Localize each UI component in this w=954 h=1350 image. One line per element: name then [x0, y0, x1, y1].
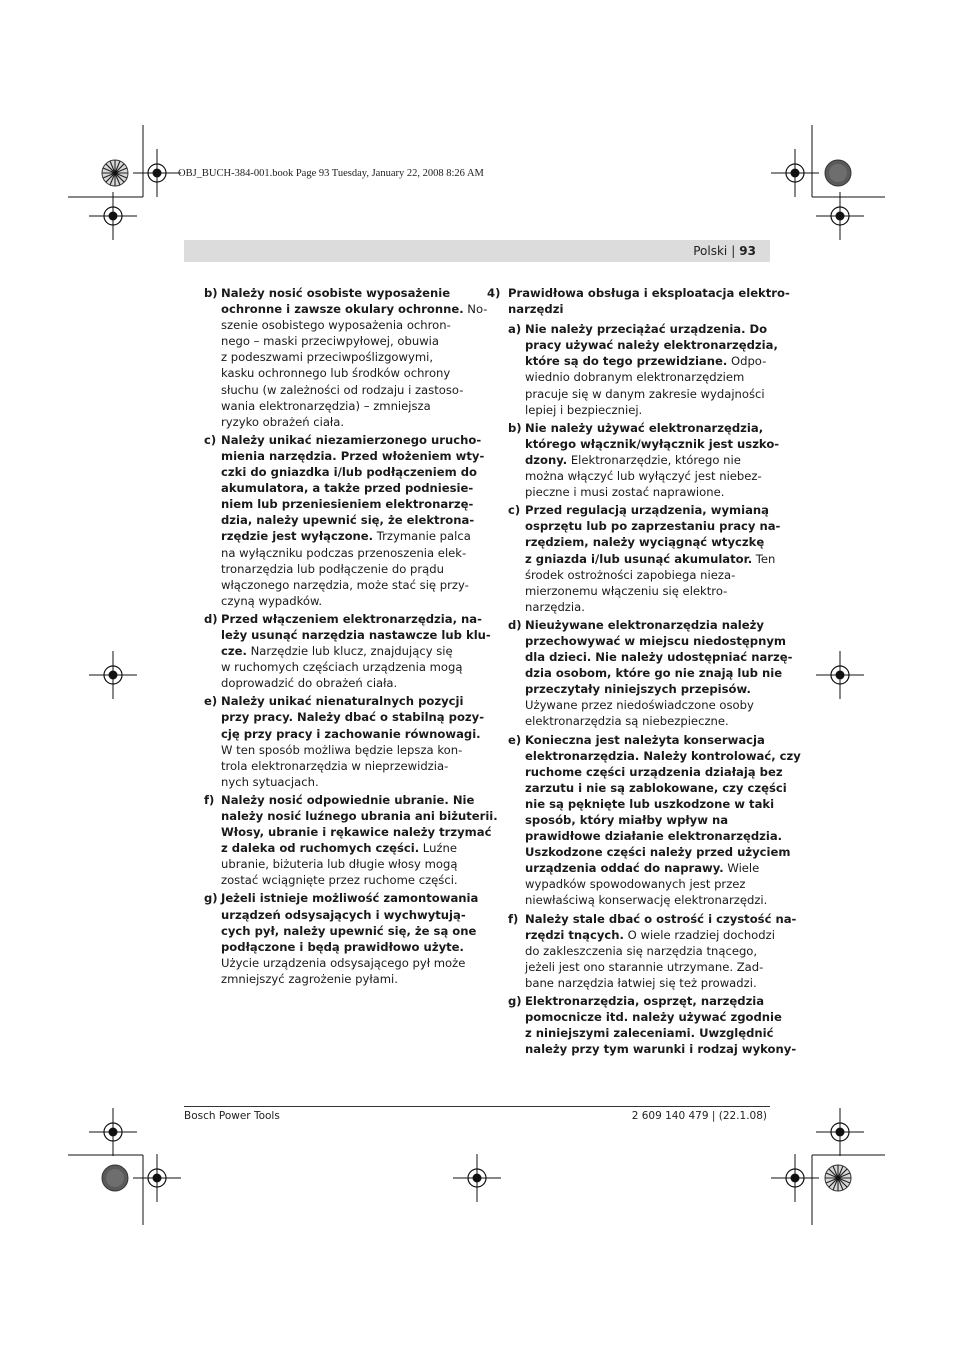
item-line — [525, 713, 771, 729]
item-bold-text: cję przy pracy i zachowanie równowagi. — [221, 726, 481, 741]
item-line — [221, 709, 485, 725]
header-text — [693, 244, 756, 258]
item-line — [221, 758, 474, 774]
item-bold-text: Należy unikać nienaturalnych pozycji — [221, 694, 464, 709]
item-bold-text: sposób, który miałby wpływ na — [525, 813, 729, 827]
item-line — [525, 876, 771, 892]
item-bold-text: mienia narzędzia. Przed włożeniem wty- — [221, 448, 485, 463]
item-line — [221, 432, 482, 448]
item-line — [525, 1025, 774, 1041]
item-text: słuchu (w zależności od rodzaju i zastoso- — [221, 382, 464, 397]
item-line — [525, 943, 771, 959]
item-label: f) — [204, 792, 215, 807]
item-bold-text: należy przy tym warunki i rodzaj wykony- — [525, 1042, 797, 1057]
item-bold-text: rzędziem, należy wyciągnąć wtyczkę — [525, 535, 765, 550]
item-line — [525, 452, 771, 468]
item-text: Ten — [752, 551, 776, 566]
list-item — [204, 693, 485, 790]
item-line — [221, 824, 492, 840]
item-line — [525, 697, 771, 713]
item-text: O wiele rzadziej dochodzi — [623, 927, 775, 942]
list-item — [204, 611, 491, 691]
item-line — [525, 1041, 797, 1057]
item-line — [221, 840, 474, 856]
item-bold-text: Uszkodzone części należy przed użyciem — [525, 845, 791, 860]
list-item — [508, 617, 793, 730]
page-number: 93 — [739, 244, 756, 258]
item-line — [525, 402, 771, 418]
item-text: zostać wciągnięte przez ruchome części. — [221, 873, 458, 888]
item-bold-text: Nieużywane elektronarzędzia należy — [525, 617, 764, 632]
item-line — [525, 748, 801, 764]
item-bold-text: prawidłowe działanie elektronarzędzia. — [525, 829, 783, 844]
header-language: Polski — [693, 244, 728, 258]
header-separator: | — [731, 244, 736, 258]
item-line — [525, 502, 771, 518]
item-line — [525, 812, 771, 828]
item-bold-text: Konieczna jest należyta konserwacja — [525, 732, 765, 747]
item-line — [221, 561, 474, 577]
item-line — [221, 675, 474, 691]
item-line — [221, 545, 474, 561]
item-line — [525, 681, 771, 697]
item-bold-text: z daleka od ruchomych części. — [221, 841, 420, 856]
footer-doc-ref: 2 609 140 479 | (22.1.08) — [631, 1110, 767, 1122]
item-line — [525, 665, 783, 681]
list-item — [508, 420, 780, 500]
item-line — [525, 911, 797, 927]
item-text: pieczne i musi zostać naprawione. — [525, 485, 725, 500]
list-item — [508, 321, 778, 418]
item-text: tronarzędzia lub podłączenie do prądu — [221, 561, 444, 576]
section-heading — [487, 285, 790, 317]
item-line — [525, 732, 771, 748]
item-text: Używane przez niedoświadczone osoby — [525, 698, 754, 713]
item-bold-text: którego włącznik/wyłącznik jest uszko- — [525, 436, 780, 451]
item-line — [221, 872, 474, 888]
item-line — [525, 649, 793, 665]
item-line — [525, 484, 771, 500]
item-label: d) — [204, 611, 218, 626]
item-bold-text: rzędzie jest wyłączone. — [221, 529, 374, 544]
item-line — [525, 599, 771, 615]
item-text: trola elektronarzędzia w nieprzewidzia- — [221, 758, 449, 773]
item-line — [525, 353, 771, 369]
item-label: c) — [204, 432, 217, 447]
item-line — [221, 923, 477, 939]
item-bold-text: podłączone i będą prawidłowo użyte. — [221, 939, 464, 954]
item-line — [221, 285, 474, 301]
item-text: wiednio dobranym elektronarzędziem — [525, 370, 745, 385]
item-bold-text: dzia, należy upewnić się, że elektrona- — [221, 513, 475, 528]
item-line — [221, 414, 474, 430]
item-bold-text: rzędzi tnących. — [525, 927, 624, 942]
item-text: pracuje się w danym zakresie wydajności — [525, 386, 765, 401]
item-text: mierzonemu włączeniu się elektro- — [525, 583, 728, 598]
item-line — [525, 860, 771, 876]
item-line — [221, 627, 491, 643]
item-line — [525, 420, 771, 436]
item-text: No- — [463, 302, 488, 317]
item-line — [221, 939, 474, 955]
item-text: z podeszwami przeciwpoślizgowymi, — [221, 350, 434, 365]
item-line — [221, 955, 474, 971]
item-bold-text: urządzeń odsysających i wychwytują- — [221, 907, 466, 922]
item-text: elektronarzędzia są niebezpieczne. — [525, 714, 729, 729]
item-line — [221, 448, 485, 464]
item-line — [221, 496, 474, 512]
item-text: ryzyko obrażeń ciała. — [221, 414, 345, 429]
item-line — [221, 512, 474, 528]
item-line — [221, 528, 474, 544]
item-bold-text: Należy stale dbać o ostrość i czystość na- — [525, 911, 797, 926]
item-line — [221, 792, 474, 808]
list-item — [508, 993, 797, 1057]
item-bold-text: cze. — [221, 644, 247, 659]
item-label: a) — [508, 322, 522, 337]
item-text: jeżeli jest ono starannie utrzymane. Zad- — [525, 959, 764, 974]
section-title-line: Prawidłowa obsługa i eksploatacja elektro- — [508, 286, 790, 300]
item-line — [221, 742, 474, 758]
item-line — [525, 567, 771, 583]
item-line — [525, 975, 771, 991]
item-text: szenie osobistego wyposażenia ochron- — [221, 318, 451, 333]
item-line — [221, 808, 498, 824]
right-column-items — [508, 321, 801, 1057]
item-line — [221, 301, 488, 317]
item-line — [221, 890, 479, 906]
item-text: Użycie urządzenia odsysającego pył może — [221, 955, 466, 970]
item-line — [221, 971, 474, 987]
footer-publisher: Bosch Power Tools — [184, 1110, 280, 1122]
item-label: b) — [204, 286, 218, 300]
item-bold-text: zarzutu i nie są zablokowane, czy części — [525, 780, 787, 795]
item-line — [221, 333, 474, 349]
item-label: b) — [508, 420, 522, 435]
item-line — [221, 577, 474, 593]
item-bold-text: przy pracy. Należy dbać o stabilną pozy- — [221, 710, 485, 725]
item-bold-text: dzony. — [525, 452, 568, 467]
item-line — [221, 726, 481, 742]
item-bold-text: akumulatora, a także przed podniesie- — [221, 481, 474, 496]
section-number: 4) — [487, 286, 501, 300]
item-text: środek ostrożności zapobiega nieza- — [525, 567, 736, 582]
item-text: Wiele — [723, 861, 760, 876]
item-line — [221, 856, 474, 872]
list-item — [204, 432, 485, 609]
item-bold-text: pomocnicze itd. należy używać zgodnie — [525, 1010, 782, 1025]
item-label: f) — [508, 911, 519, 926]
item-text: włączonego narzędzia, może stać się przy- — [221, 577, 469, 592]
item-text: zmniejszyć zagrożenie pyłami. — [221, 971, 398, 986]
item-line — [221, 349, 474, 365]
item-text: w ruchomych częściach urządzenia mogą — [221, 660, 463, 675]
item-bold-text: Należy unikać niezamierzonego urucho- — [221, 432, 482, 447]
item-text: Elektronarzędzie, którego nie — [567, 452, 741, 467]
item-line — [221, 907, 474, 923]
item-bold-text: Należy nosić osobiste wyposażenie — [221, 286, 451, 300]
item-bold-text: przechowywać w miejscu niedostępnym — [525, 633, 786, 648]
item-bold-text: Nie należy używać elektronarzędzia, — [525, 420, 764, 435]
item-line — [525, 468, 771, 484]
item-line — [525, 583, 771, 599]
item-text: narzędzia. — [525, 599, 585, 614]
item-text: Luźne — [419, 841, 457, 856]
list-item — [204, 285, 488, 430]
item-label: c) — [508, 503, 521, 518]
item-label: g) — [204, 891, 218, 906]
item-line — [525, 959, 771, 975]
item-bold-text: dla dzieci. Nie należy udostępniać narzę- — [525, 650, 793, 665]
item-line — [221, 317, 474, 333]
item-bold-text: osprzętu lub po zaprzestaniu pracy na- — [525, 519, 781, 534]
item-label: e) — [508, 732, 522, 747]
item-text: można włączyć lub wyłączyć jest niebez- — [525, 469, 762, 484]
item-bold-text: Jeżeli istnieje możliwość zamontowania — [221, 891, 479, 906]
item-text: W ten sposób możliwa będzie lepsza kon- — [221, 742, 463, 757]
item-line — [221, 464, 478, 480]
section-title-line: narzędzi — [508, 302, 564, 317]
item-line — [525, 551, 776, 567]
item-line — [525, 764, 783, 780]
item-line — [525, 633, 786, 649]
item-text: wania elektronarzędzia) – zmniejsza — [221, 398, 431, 413]
item-text: bane narzędzia łatwiej się też prowadzi. — [525, 975, 757, 990]
item-text: nych sytuacjach. — [221, 774, 319, 789]
item-bold-text: elektronarzędzia. Należy kontrolować, czy — [525, 748, 801, 763]
item-text: doprowadzić do obrażeń ciała. — [221, 676, 398, 691]
item-text: kasku ochronnego lub środków ochrony — [221, 366, 451, 381]
item-line — [525, 892, 771, 908]
item-bold-text: Nie należy przeciążać urządzenia. Do — [525, 322, 768, 337]
item-line — [525, 844, 791, 860]
item-line — [525, 828, 783, 844]
item-line — [221, 774, 474, 790]
item-line — [525, 321, 771, 337]
item-bold-text: niem lub przeniesieniem elektronarzę- — [221, 497, 474, 512]
item-line — [525, 780, 787, 796]
item-line — [221, 593, 474, 609]
item-bold-text: Należy nosić odpowiednie ubranie. Nie — [221, 792, 475, 807]
item-label: d) — [508, 617, 522, 632]
item-line — [221, 382, 474, 398]
item-bold-text: ochronne i zawsze okulary ochronne. — [221, 302, 464, 317]
page-header — [184, 240, 770, 262]
item-line — [221, 611, 482, 627]
item-text: Narzędzie lub klucz, znajdujący się — [246, 644, 453, 659]
footer-rule — [184, 1106, 770, 1107]
list-item — [204, 890, 479, 987]
item-text: na wyłączniku podczas przenoszenia elek- — [221, 545, 467, 560]
item-label: e) — [204, 694, 218, 709]
item-text: ubranie, biżuteria lub długie włosy mogą — [221, 857, 458, 872]
item-text: niewłaściwą konserwację elektronarzędzi. — [525, 893, 768, 908]
list-item — [508, 502, 781, 615]
item-line — [525, 386, 771, 402]
item-label: g) — [508, 994, 522, 1009]
item-bold-text: z niniejszymi zaleceniami. Uwzględnić — [525, 1026, 774, 1041]
item-line — [221, 365, 474, 381]
item-line — [525, 617, 771, 633]
item-bold-text: Elektronarzędzia, osprzęt, narzędzia — [525, 994, 765, 1009]
item-bold-text: cych pył, należy upewnić się, że są one — [221, 923, 477, 938]
item-line — [525, 369, 771, 385]
item-line — [221, 480, 474, 496]
item-line — [525, 993, 771, 1009]
left-column — [204, 285, 498, 989]
item-bold-text: urządzenia oddać do naprawy. — [525, 861, 724, 876]
item-line — [525, 927, 775, 943]
item-line — [525, 796, 775, 812]
item-text: Odpo- — [727, 354, 767, 369]
print-info: OBJ_BUCH-384-001.book Page 93 Tuesday, January 22, 2008 8:26 AM — [178, 168, 484, 179]
item-line — [221, 643, 474, 659]
item-bold-text: Włosy, ubranie i rękawice należy trzymać — [221, 825, 492, 840]
item-line — [525, 436, 780, 452]
item-bold-text: Przed włączeniem elektronarzędzia, na- — [221, 611, 482, 626]
item-text: wypadków spowodowanych jest przez — [525, 877, 746, 892]
item-line — [221, 659, 474, 675]
item-bold-text: dzia osobom, które go nie znają lub nie — [525, 666, 783, 681]
item-line — [525, 1009, 782, 1025]
item-line — [525, 337, 778, 353]
item-bold-text: ruchome części urządzenia działają bez — [525, 764, 783, 779]
list-item — [204, 792, 498, 889]
item-line — [221, 398, 474, 414]
item-line — [221, 693, 474, 709]
item-text: nego – maski przeciwpyłowej, obuwia — [221, 334, 440, 349]
list-item — [508, 732, 801, 909]
right-column — [487, 285, 801, 1059]
item-text: lepiej i bezpieczniej. — [525, 402, 643, 417]
item-bold-text: które są do tego przewidziane. — [525, 354, 728, 369]
item-bold-text: leży usunąć narzędzia nastawcze lub klu- — [221, 627, 491, 642]
item-bold-text: z gniazda i/lub usunąć akumulator. — [525, 551, 753, 566]
item-bold-text: Przed regulacją urządzenia, wymianą — [525, 503, 769, 518]
item-bold-text: pracy używać należy elektronarzędzia, — [525, 338, 778, 353]
item-text: czyną wypadków. — [221, 593, 323, 608]
item-line — [525, 518, 781, 534]
list-item — [508, 911, 797, 991]
item-bold-text: nie są pęknięte lub uszkodzone w taki — [525, 796, 775, 811]
item-line — [525, 534, 771, 550]
item-bold-text: czki do gniazdka i/lub podłączeniem do — [221, 465, 478, 480]
item-bold-text: przeczytały niniejszych przepisów. — [525, 682, 751, 697]
item-bold-text: należy nosić luźnego ubrania ani biżuterii. — [221, 809, 498, 823]
item-text: Trzymanie palca — [373, 529, 471, 544]
item-text: do zakleszczenia się narzędzia tnącego, — [525, 943, 758, 958]
